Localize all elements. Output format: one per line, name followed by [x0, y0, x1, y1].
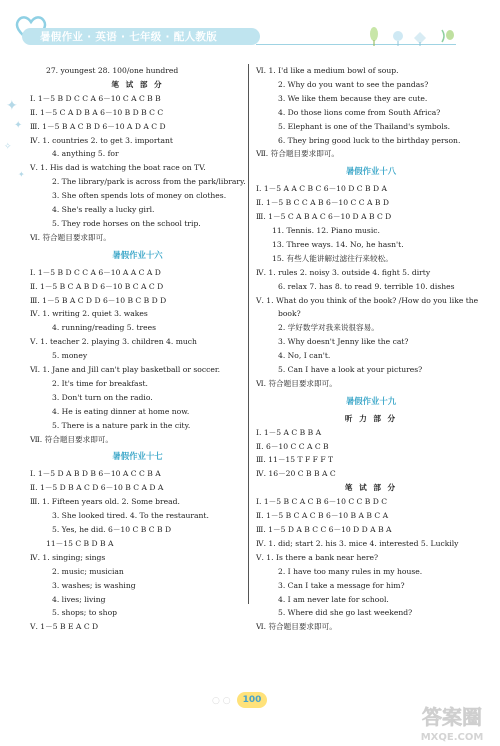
- answer-line: Ⅵ. 符合题目要求即可。: [256, 622, 337, 632]
- answer-line: Ⅱ. 1－5 B C C A B 6－10 C C A B D: [256, 198, 389, 208]
- svg-text:答案圈: 答案圈: [422, 705, 482, 729]
- answer-line: Ⅳ. 1. countries 2. to get 3. important: [30, 135, 173, 145]
- dots-decoration: ○ ○: [212, 696, 231, 706]
- answer-line: 5. Where did she go last weekend?: [278, 608, 413, 618]
- answer-line: 3. Don't turn on the radio.: [52, 392, 153, 402]
- answer-line: 5. There is a nature park in the city.: [52, 420, 191, 430]
- answer-line: Ⅱ. 1－5 D B A C D 6－10 B C A D A: [30, 483, 164, 493]
- answer-line: Ⅰ. 1－5 B C A C B 6－10 C C B D C: [256, 497, 388, 507]
- answer-line: Ⅱ. 1－5 B C A B D 6－10 B C A C D: [30, 281, 164, 291]
- answer-line: Ⅵ. 1. I'd like a medium bowl of soup.: [256, 66, 399, 75]
- answer-line: Ⅱ. 6－10 C C A C B: [256, 441, 329, 451]
- answer-line: Ⅲ. 1. Fifteen years old. 2. Some bread.: [30, 497, 180, 507]
- page-number: 100: [237, 692, 267, 708]
- svg-text:MXQE.COM: MXQE.COM: [420, 732, 484, 743]
- answer-line: 3. She looked tired. 4. To the restaurant.: [52, 511, 209, 521]
- section-title: 暑假作业十九: [345, 395, 397, 406]
- answer-line: 5. Elephant is one of the Thailand's symbols.: [278, 121, 451, 131]
- part-heading: 笔 试 部 分: [111, 79, 164, 89]
- answer-line: Ⅳ. 1. writing 2. quiet 3. wakes: [30, 309, 148, 319]
- answer-line: 3. She often spends lots of money on clothes.: [52, 191, 227, 201]
- section-title: 暑假作业十七: [112, 451, 163, 462]
- answer-line: Ⅴ. 1. teacher 2. playing 3. children 4. much: [30, 337, 197, 347]
- answer-line: 6. They bring good luck to the birthday person.: [278, 135, 461, 145]
- section-title: 暑假作业十六: [112, 249, 163, 260]
- answer-line: Ⅴ. 1. What do you think of the book? /How do you like the: [256, 295, 479, 305]
- answer-line: 5. Yes, he did. 6－10 C B C B D: [52, 525, 172, 534]
- answer-line: 4. running/reading 5. trees: [52, 323, 157, 333]
- answer-line: 4. anything 5. for: [52, 149, 119, 159]
- star-icon: ✦: [14, 120, 23, 131]
- answer-line: 5. money: [52, 351, 88, 361]
- answer-line: Ⅶ. 符合题目要求即可。: [256, 149, 339, 159]
- answer-line: Ⅲ. 1－5 D A B C C 6－10 D D A B A: [256, 525, 392, 534]
- answer-line: 27. youngest 28. 100/one hundred: [46, 66, 179, 75]
- answer-line: 4. I am never late for school.: [278, 594, 389, 604]
- answer-line: Ⅰ. 1－5 D A B D B 6－10 A C C B A: [30, 469, 161, 479]
- answer-line: 11－15 C B D B A: [46, 538, 114, 548]
- answer-line: Ⅵ. 符合题目要求即可。: [30, 232, 111, 242]
- answer-line: Ⅳ. 1. rules 2. noisy 3. outside 4. fight 5. dirty: [256, 267, 431, 277]
- answer-line: Ⅲ. 1－5 B A C D D 6－10 B C B D D: [30, 295, 167, 305]
- answer-line: 15. 有些人能讲解过滤往行来较松。: [272, 253, 393, 263]
- answer-line: Ⅳ. 1. did; start 2. his 3. mice 4. interested 5. Luckily: [256, 538, 459, 548]
- answer-line: 4. lives; living: [52, 594, 106, 604]
- page-header: [0, 0, 500, 52]
- answer-line: 4. He is eating dinner at home now.: [52, 406, 190, 416]
- watermark-logo: [410, 700, 494, 744]
- section-title: 暑假作业十八: [345, 166, 397, 177]
- answer-line: Ⅴ. 1. His dad is watching the boat race on TV.: [30, 163, 206, 173]
- answer-line: Ⅲ. 1－5 C A B A C 6－10 D A B C D: [256, 212, 392, 222]
- answer-line: Ⅴ. 1－5 B E A C D: [30, 622, 99, 632]
- answer-line: 11. Tennis. 12. Piano music.: [272, 225, 380, 235]
- answer-line: 5. Can I have a look at your pictures?: [278, 365, 423, 375]
- answer-line: Ⅵ. 符合题目要求即可。: [256, 378, 337, 388]
- star-icon: ✦: [18, 170, 25, 179]
- answer-line: 6. relax 7. has 8. to read 9. terrible 10. dishes: [278, 281, 455, 291]
- answer-line: 2. I have too many rules in my house.: [278, 566, 423, 576]
- star-icon: ✧: [4, 142, 12, 152]
- part-heading: 听 力 部 分: [344, 413, 398, 423]
- answer-line: Ⅰ. 1－5 B D C C A 6－10 C A C B B: [30, 93, 161, 103]
- answer-line: Ⅱ. 1－5 C A D B A 6－10 B D B C C: [30, 107, 164, 117]
- answer-line: Ⅵ. 1. Jane and Jill can't play basketball or soccer.: [30, 365, 221, 375]
- answer-line: 2. The library/park is across from the park/library.: [52, 177, 246, 187]
- answer-line: Ⅰ. 1－5 B D C C A 6－10 A A C A D: [30, 267, 161, 277]
- answer-line: Ⅳ. 1. singing; sings: [30, 552, 106, 562]
- answer-line: 3. Why doesn't Jenny like the cat?: [278, 337, 409, 347]
- answer-line: 4. She's really a lucky girl.: [52, 205, 155, 215]
- answer-line: Ⅴ. 1. Is there a bank near here?: [256, 552, 379, 562]
- right-column: [256, 64, 486, 634]
- left-column: [30, 64, 245, 634]
- answer-line: 3. We like them because they are cute.: [278, 93, 428, 103]
- answer-line: Ⅶ. 符合题目要求即可。: [30, 434, 113, 444]
- plants-decoration-icon: [368, 26, 458, 48]
- answer-line: 2. 学好数学对我来说很容易。: [278, 323, 379, 333]
- answer-line: 2. music; musician: [52, 566, 124, 576]
- answer-line: Ⅰ. 1－5 A A C B C 6－10 D C B D A: [256, 184, 387, 194]
- answer-line: 2. It's time for breakfast.: [52, 378, 148, 388]
- answer-line: Ⅲ. 1－5 B A C B D 6－10 A D A C D: [30, 121, 166, 131]
- answer-line: 4. No, I can't.: [278, 351, 331, 361]
- answer-line: 5. shops; to shop: [52, 608, 118, 618]
- answer-line: 5. They rode horses on the school trip.: [52, 218, 201, 228]
- answer-line: Ⅱ. 1－5 B C A C B 6－10 B A B C A: [256, 511, 389, 521]
- answer-line: 3. washes; is washing: [52, 580, 136, 590]
- answer-line: 4. Do those lions come from South Africa?: [278, 107, 441, 117]
- answer-line: 13. Three ways. 14. No, he hasn't.: [272, 239, 404, 249]
- answer-line: Ⅳ. 16－20 C B B A C: [256, 469, 336, 479]
- answer-line: 3. Can I take a message for him?: [278, 580, 405, 590]
- answer-line: Ⅲ. 11－15 T F F F T: [256, 455, 334, 465]
- part-heading: 笔 试 部 分: [344, 483, 398, 493]
- answer-line: Ⅰ. 1－5 A C B B A: [256, 427, 322, 437]
- page-title: 暑假作业 · 英语 · 七年级 · 配人教版: [40, 31, 217, 43]
- answer-line: book?: [278, 309, 301, 319]
- star-icon: ✦: [6, 98, 18, 114]
- column-divider: [248, 64, 249, 604]
- answer-line: 2. Why do you want to see the pandas?: [278, 79, 429, 89]
